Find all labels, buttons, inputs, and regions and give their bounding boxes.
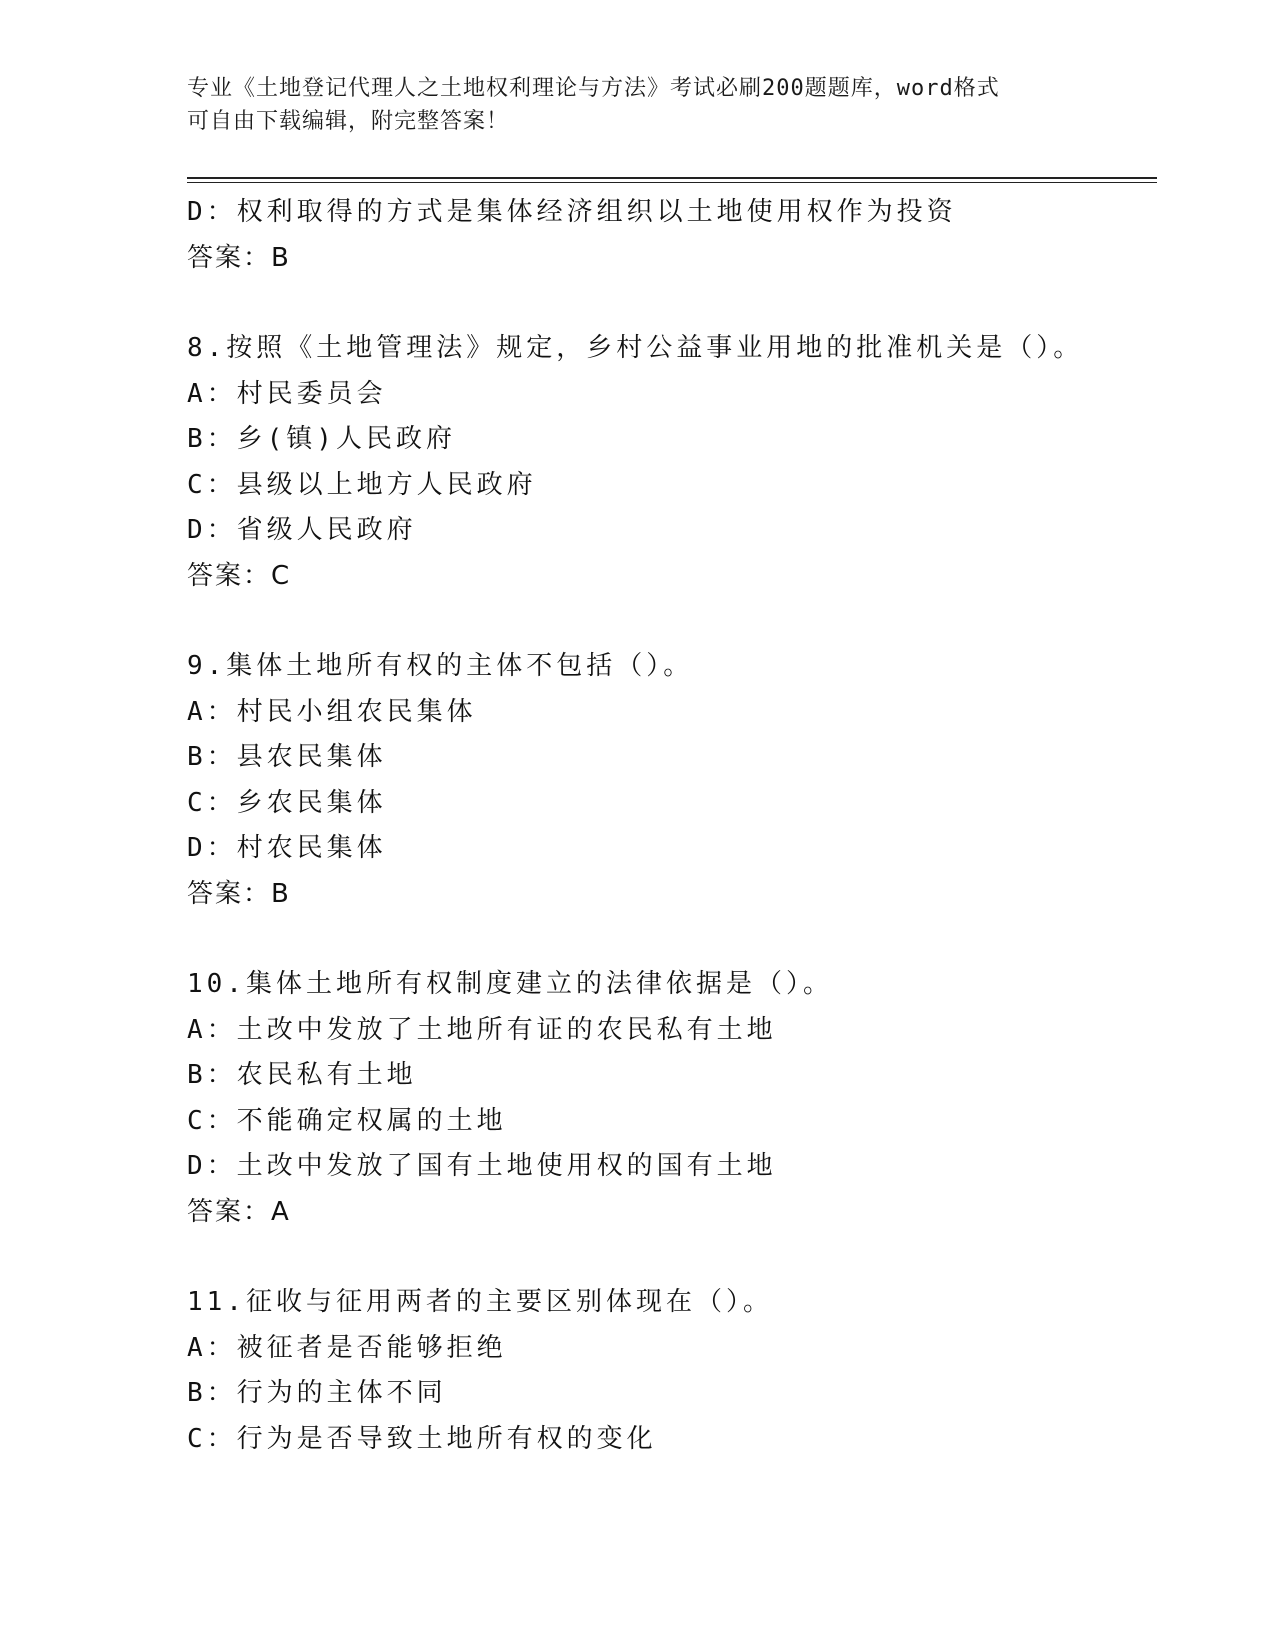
question-stem: 9.集体土地所有权的主体不包括（）。	[187, 651, 694, 681]
answer-line: 答案：B	[187, 878, 291, 909]
option-a: A：村民委员会	[187, 378, 387, 409]
option-a: A：村民小组农民集体	[187, 696, 477, 727]
document-header	[187, 72, 1067, 138]
option-c: C：不能确定权属的土地	[187, 1105, 507, 1136]
option-d: D：省级人民政府	[187, 515, 417, 545]
spacer	[187, 1235, 1157, 1280]
option-c: C：县级以上地方人民政府	[187, 469, 537, 500]
option-d: D：权利取得的方式是集体经济组织以土地使用权作为投资	[187, 197, 957, 227]
option-b: B：县农民集体	[187, 742, 387, 772]
header-divider-thick	[187, 177, 1157, 179]
option-b: B：农民私有土地	[187, 1060, 417, 1090]
question-stem: 10.集体土地所有权制度建立的法律依据是（）。	[187, 969, 833, 999]
header-title-line-2: 可自由下载编辑，附完整答案！	[187, 109, 510, 134]
option-c: C：乡农民集体	[187, 787, 387, 818]
spacer	[187, 917, 1157, 962]
option-d: D：村农民集体	[187, 833, 387, 863]
option-a: A：被征者是否能够拒绝	[187, 1332, 507, 1363]
answer-line: 答案：C	[187, 560, 292, 591]
question-11	[187, 1280, 1157, 1462]
option-a: A：土改中发放了土地所有证的农民私有土地	[187, 1014, 777, 1045]
answer-line: 答案：B	[187, 242, 291, 273]
spacer	[187, 281, 1157, 326]
option-b: B：行为的主体不同	[187, 1378, 447, 1408]
question-9	[187, 644, 1157, 917]
option-c: C：行为是否导致土地所有权的变化	[187, 1423, 657, 1454]
option-d: D：土改中发放了国有土地使用权的国有土地	[187, 1151, 777, 1181]
question-stem: 8.按照《土地管理法》规定，乡村公益事业用地的批准机关是（）。	[187, 333, 1084, 363]
option-b: B：乡(镇)人民政府	[187, 424, 456, 454]
question-content	[187, 190, 1157, 1462]
question-stem: 11.征收与征用两者的主要区别体现在（）。	[187, 1287, 773, 1317]
header-title-line-1: 专业《土地登记代理人之土地权利理论与方法》考试必刷200题题库，word格式	[187, 76, 1000, 101]
answer-line: 答案：A	[187, 1196, 291, 1227]
question-8	[187, 326, 1157, 599]
question-10	[187, 962, 1157, 1235]
header-divider-thin	[187, 182, 1157, 183]
spacer	[187, 599, 1157, 644]
